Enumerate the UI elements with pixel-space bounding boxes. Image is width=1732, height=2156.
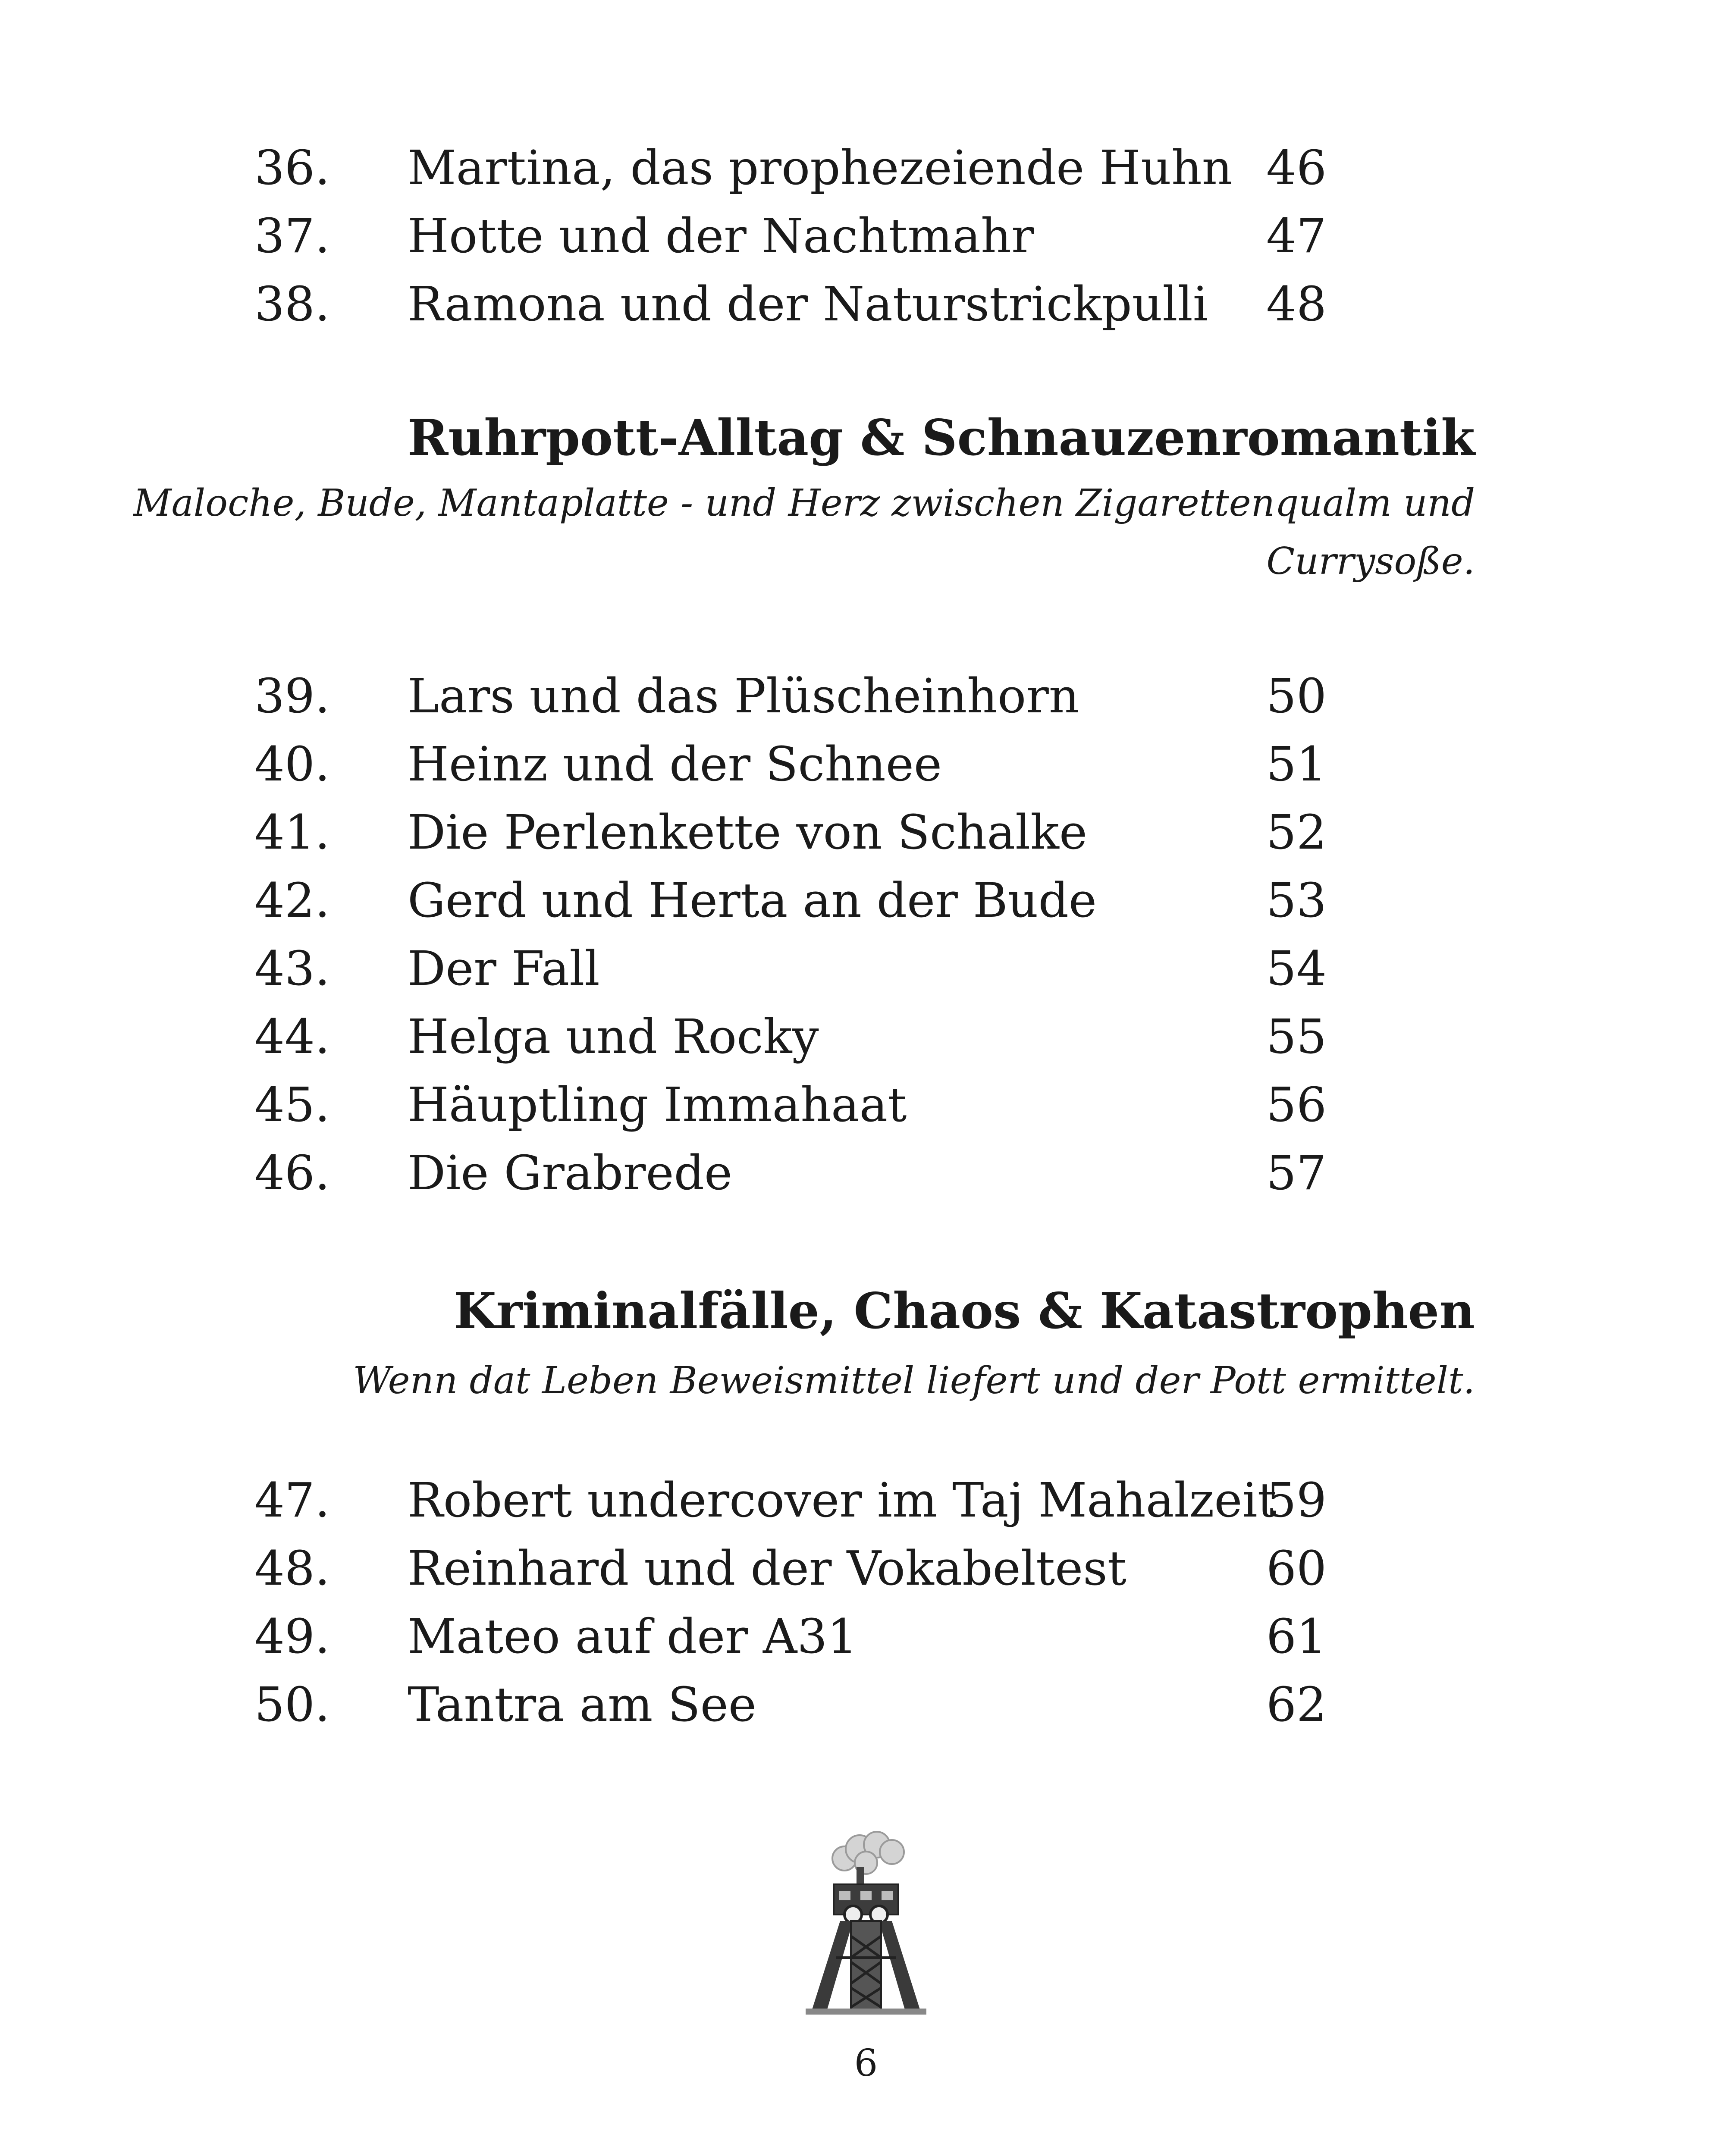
toc-entry-number: 39. — [254, 668, 330, 724]
toc-entry-page: 51 — [1266, 736, 1327, 792]
toc-entry[interactable] — [0, 202, 1732, 270]
toc-entry-page: 57 — [1266, 1145, 1327, 1200]
toc-entry-page: 62 — [1266, 1677, 1327, 1732]
toc-entry-page: 55 — [1266, 1009, 1327, 1064]
toc-entry[interactable] — [0, 1670, 1732, 1739]
toc-entry[interactable] — [0, 934, 1732, 1003]
toc-entry-number: 37. — [254, 208, 330, 263]
toc-entry-title: Heinz und der Schnee — [408, 736, 942, 792]
toc-entry-title: Helga und Rocky — [408, 1009, 819, 1064]
toc-entry-title: Gerd und Herta an der Bude — [408, 873, 1097, 928]
toc-entry-number: 38. — [254, 276, 330, 332]
toc-entry-number: 36. — [254, 140, 330, 195]
toc-entry-title: Lars und das Plüscheinhorn — [408, 668, 1079, 724]
toc-entry-number: 49. — [254, 1609, 330, 1664]
toc-entry-title: Ramona und der Naturstrickpulli — [408, 276, 1208, 332]
toc-entry-page: 52 — [1266, 805, 1327, 860]
toc-entry-page: 54 — [1266, 941, 1327, 996]
toc-entry-page: 61 — [1266, 1609, 1327, 1664]
toc-entry-page: 60 — [1266, 1541, 1327, 1596]
toc-entry[interactable] — [0, 866, 1732, 934]
section-title-kriminalfaelle: Kriminalfälle, Chaos & Katastrophen — [453, 1282, 1475, 1340]
toc-entry[interactable] — [0, 1071, 1732, 1139]
toc-entry-number: 45. — [254, 1077, 330, 1132]
toc-entry[interactable] — [0, 798, 1732, 866]
mine-headframe-icon — [793, 1828, 939, 2022]
toc-entry[interactable] — [0, 1534, 1732, 1602]
toc-entry-page: 46 — [1266, 140, 1327, 195]
toc-entry-title: Reinhard und der Vokabeltest — [408, 1541, 1126, 1596]
toc-entry-page: 48 — [1266, 276, 1327, 332]
toc-entry-number: 41. — [254, 805, 330, 860]
section-subtitle-line1: Maloche, Bude, Mantaplatte - und Herz zwischen Zigarettenqualm und — [133, 482, 1475, 525]
section-subtitle: Wenn dat Leben Beweismittel liefert und der Pott ermittelt. — [353, 1359, 1475, 1402]
toc-entry-number: 42. — [254, 873, 330, 928]
toc-entry-number: 50. — [254, 1677, 330, 1732]
section-title-ruhrpott-alltag: Ruhrpott-Alltag & Schnauzenromantik — [407, 409, 1475, 467]
page-number: 6 — [854, 2042, 878, 2085]
toc-entry[interactable] — [0, 730, 1732, 798]
toc-entry-page: 53 — [1266, 873, 1327, 928]
toc-entry-number: 47. — [254, 1473, 330, 1528]
toc-entry-number: 48. — [254, 1541, 330, 1596]
toc-entry-title: Tantra am See — [408, 1677, 756, 1732]
toc-entry-number: 44. — [254, 1009, 330, 1064]
toc-entry[interactable] — [0, 1003, 1732, 1071]
toc-entry-number: 40. — [254, 736, 330, 792]
toc-entry-page: 59 — [1266, 1473, 1327, 1528]
toc-entry-title: Hotte und der Nachtmahr — [408, 208, 1034, 263]
toc-entry-title: Robert undercover im Taj Mahalzeit — [408, 1473, 1277, 1528]
toc-list-section1 — [0, 662, 1732, 1207]
toc-entry-title: Mateo auf der A31 — [408, 1609, 858, 1664]
toc-entry-page: 50 — [1266, 668, 1327, 724]
toc-entry-number: 43. — [254, 941, 330, 996]
toc-entry[interactable] — [0, 134, 1732, 202]
toc-list-top — [0, 134, 1732, 338]
section-subtitle-line2: Currysoße. — [1266, 540, 1475, 583]
toc-entry-page: 47 — [1266, 208, 1327, 263]
toc-entry[interactable] — [0, 1139, 1732, 1207]
toc-entry-title: Häuptling Immahaat — [408, 1077, 907, 1132]
toc-entry-title: Der Fall — [408, 941, 600, 996]
toc-entry[interactable] — [0, 662, 1732, 730]
toc-entry[interactable] — [0, 1602, 1732, 1670]
toc-entry-page: 56 — [1266, 1077, 1327, 1132]
toc-entry-number: 46. — [254, 1145, 330, 1200]
toc-entry[interactable] — [0, 1466, 1732, 1534]
toc-entry-title: Martina, das prophezeiende Huhn — [408, 140, 1233, 195]
toc-entry[interactable] — [0, 270, 1732, 338]
toc-list-section2 — [0, 1466, 1732, 1739]
toc-entry-title: Die Grabrede — [408, 1145, 733, 1200]
toc-entry-title: Die Perlenkette von Schalke — [408, 805, 1088, 860]
